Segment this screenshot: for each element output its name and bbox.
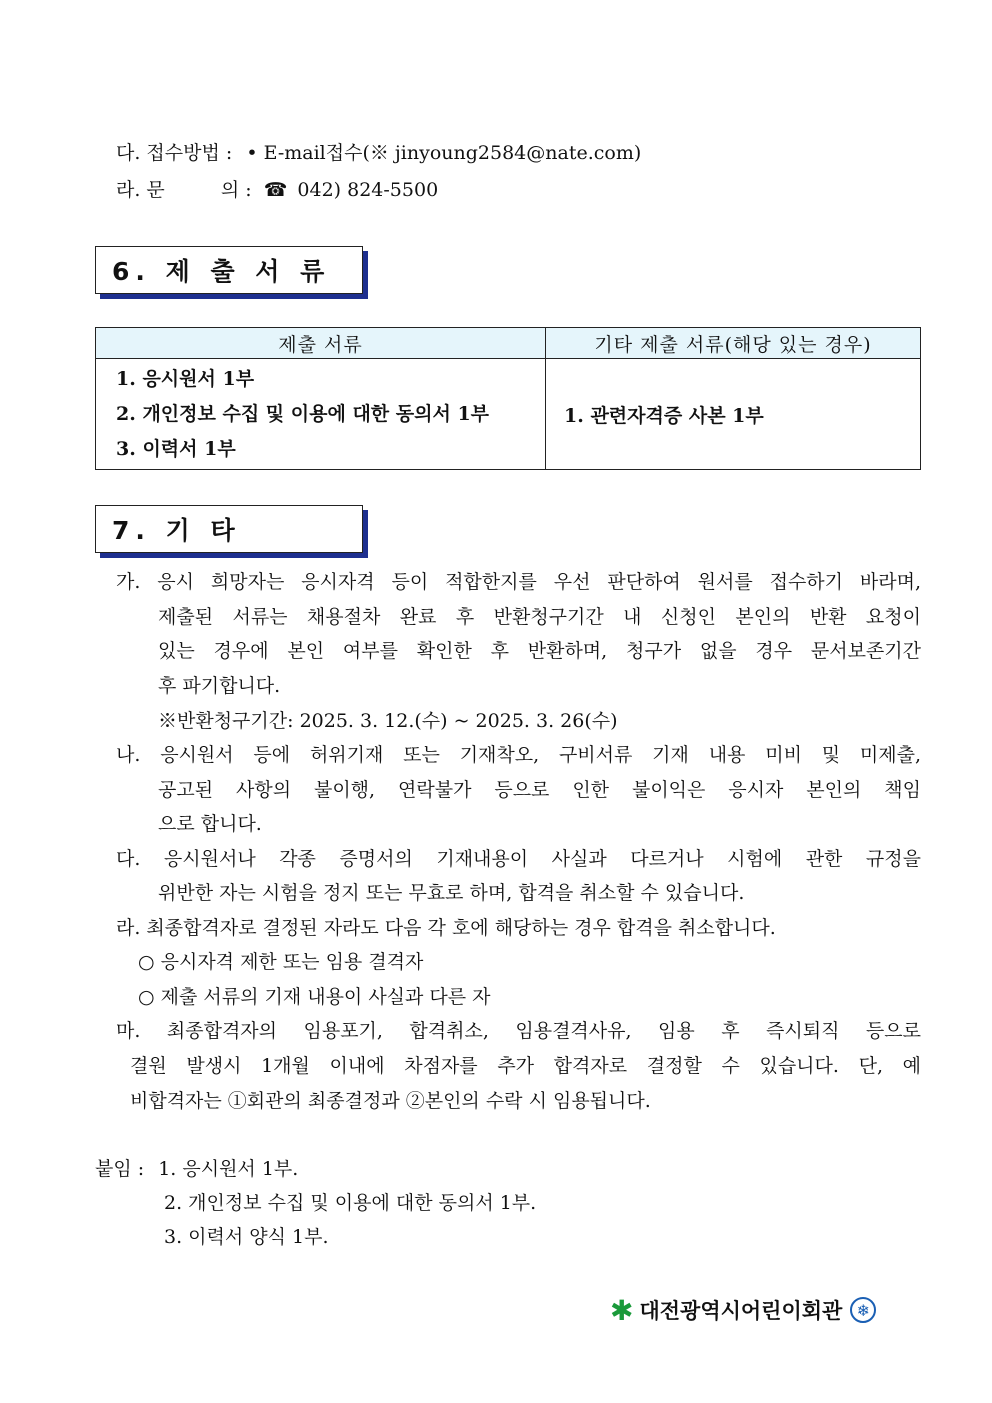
inquiry-phone: 042) 824-5500 <box>297 179 439 201</box>
list-item: 1. 응시원서 1부 <box>116 367 255 390</box>
paragraph-da-line: 다. 응시원서나 각종 증명서의 기재내용이 사실과 다르거나 시험에 관한 규정을 <box>116 848 921 870</box>
paragraph-ga-line: 있는 경우에 본인 여부를 확인한 후 반환하며, 청구가 없을 경우 문서보존기간 <box>158 640 921 662</box>
paragraph-ma-line: 마. 최종합격자의 임용포기, 합격취소, 임용결격사유, 임용 후 즉시퇴직 등으로 <box>116 1020 921 1042</box>
documents-table <box>95 327 921 470</box>
section6-heading: 6. 제 출 서 류 <box>95 246 363 294</box>
required-documents-cell <box>96 359 546 470</box>
table-header-optional: 기타 제출 서류(해당 있는 경우) <box>546 328 921 359</box>
inquiry-label: 라. 문 <box>116 179 165 201</box>
attachments-line <box>95 1157 298 1181</box>
section7-heading: 7. 기 타 <box>95 505 363 553</box>
reception-method-line <box>116 141 641 165</box>
list-item: ○ 응시자격 제한 또는 임용 결격자 <box>138 951 424 973</box>
paragraph-ma-line: 결원 발생시 1개월 이내에 차점자를 추가 합격자로 결정할 수 있습니다. 단, 예 <box>130 1055 921 1077</box>
paragraph-na-line: 나. 응시원서 등에 허위기재 또는 기재착오, 구비서류 기재 내용 미비 및 미제출, <box>116 744 921 766</box>
paragraph-ga-line: 후 파기합니다. <box>158 675 281 697</box>
paragraph-ga-line: 가. 응시 희망자는 응시자격 등이 적합한지를 우선 판단하여 원서를 접수하기 바라며, <box>116 571 921 593</box>
paragraph-na-line: 으로 합니다. <box>158 813 262 835</box>
paragraph-ma-line: 비합격자는 ①회관의 최종결정과 ②본인의 수락 시 임용됩니다. <box>130 1090 651 1112</box>
phone-icon: ☎ <box>263 179 288 201</box>
attachments-label: 붙임 : <box>95 1158 145 1180</box>
paragraph-ra: 라. 최종합격자로 결정된 자라도 다음 각 호에 해당하는 경우 합격을 취소합니다. <box>116 917 776 939</box>
list-item: 2. 개인정보 수집 및 이용에 대한 동의서 1부. <box>164 1192 537 1214</box>
reception-method-value: • E-mail접수(※ jinyoung2584@nate.com) <box>246 142 642 164</box>
organization-logo <box>610 1294 876 1326</box>
return-period-note: ※반환청구기간: 2025. 3. 12.(수) ~ 2025. 3. 26(수) <box>158 710 618 732</box>
organization-name: 대전광역시어린이회관 <box>639 1299 843 1323</box>
optional-documents-cell: 1. 관련자격증 사본 1부 <box>546 359 921 470</box>
table-header-required: 제출 서류 <box>96 328 546 359</box>
list-item: 2. 개인정보 수집 및 이용에 대한 동의서 1부 <box>116 402 490 425</box>
paragraph-na-line: 공고된 사항의 불이행, 연락불가 등으로 인한 불이익은 응시자 본인의 책임 <box>158 779 921 801</box>
reception-method-label: 다. 접수방법 : <box>116 142 233 164</box>
paragraph-ga-line: 제출된 서류는 채용절차 완료 후 반환청구기간 내 신청인 본인의 반환 요청이 <box>158 606 921 628</box>
inquiry-line <box>116 178 438 202</box>
list-item: 3. 이력서 1부 <box>116 437 236 460</box>
list-item: 1. 응시원서 1부. <box>158 1158 299 1180</box>
inquiry-label-suffix: 의 : <box>220 179 252 201</box>
green-star-logo-icon: ✱ <box>610 1293 634 1327</box>
paragraph-da-line: 위반한 자는 시험을 정지 또는 무효로 하며, 합격을 취소할 수 있습니다. <box>158 882 745 904</box>
list-item: 3. 이력서 양식 1부. <box>164 1226 329 1248</box>
blue-seal-logo-icon: ❄ <box>850 1297 876 1323</box>
list-item: ○ 제출 서류의 기재 내용이 사실과 다른 자 <box>138 986 491 1008</box>
